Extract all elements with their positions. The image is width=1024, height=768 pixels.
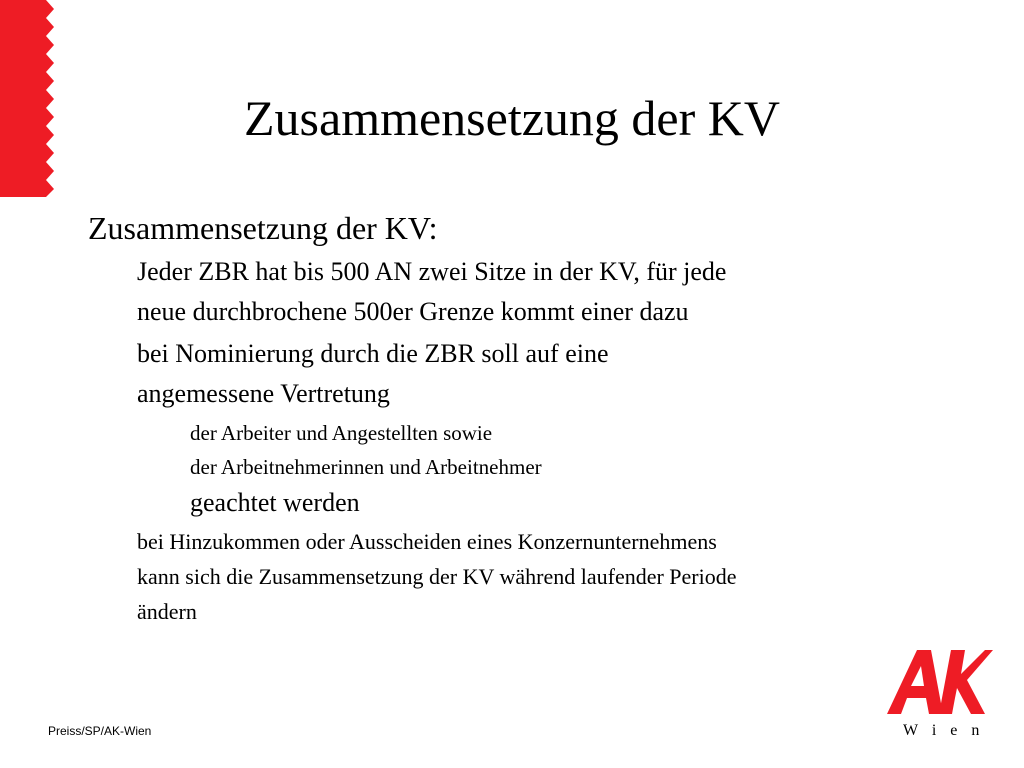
- body-line: ändern: [137, 599, 197, 624]
- body-line: neue durchbrochene 500er Grenze kommt einer dazu: [137, 297, 689, 326]
- logo-city-label: W i e n: [903, 722, 985, 739]
- footer-author: Preiss/SP/AK-Wien: [48, 724, 152, 738]
- sub-line: der Arbeitnehmerinnen und Arbeitnehmer: [190, 455, 542, 479]
- sub-line: der Arbeiter und Angestellten sowie: [190, 421, 493, 445]
- slide-heading: Zusammensetzung der KV:: [88, 210, 438, 246]
- body-line: kann sich die Zusammensetzung der KV während laufender Periode: [137, 564, 737, 589]
- ak-logo-icon: [885, 648, 995, 718]
- body-line: angemessene Vertretung: [137, 379, 390, 408]
- body-line: bei Hinzukommen oder Ausscheiden eines Konzernunternehmens: [137, 529, 717, 554]
- body-line: bei Nominierung durch die ZBR soll auf eine: [137, 339, 609, 368]
- slide-title: Zusammensetzung der KV: [244, 90, 780, 146]
- body-line: Jeder ZBR hat bis 500 AN zwei Sitze in der KV, für jede: [137, 257, 727, 286]
- sub-line: geachtet werden: [190, 488, 360, 517]
